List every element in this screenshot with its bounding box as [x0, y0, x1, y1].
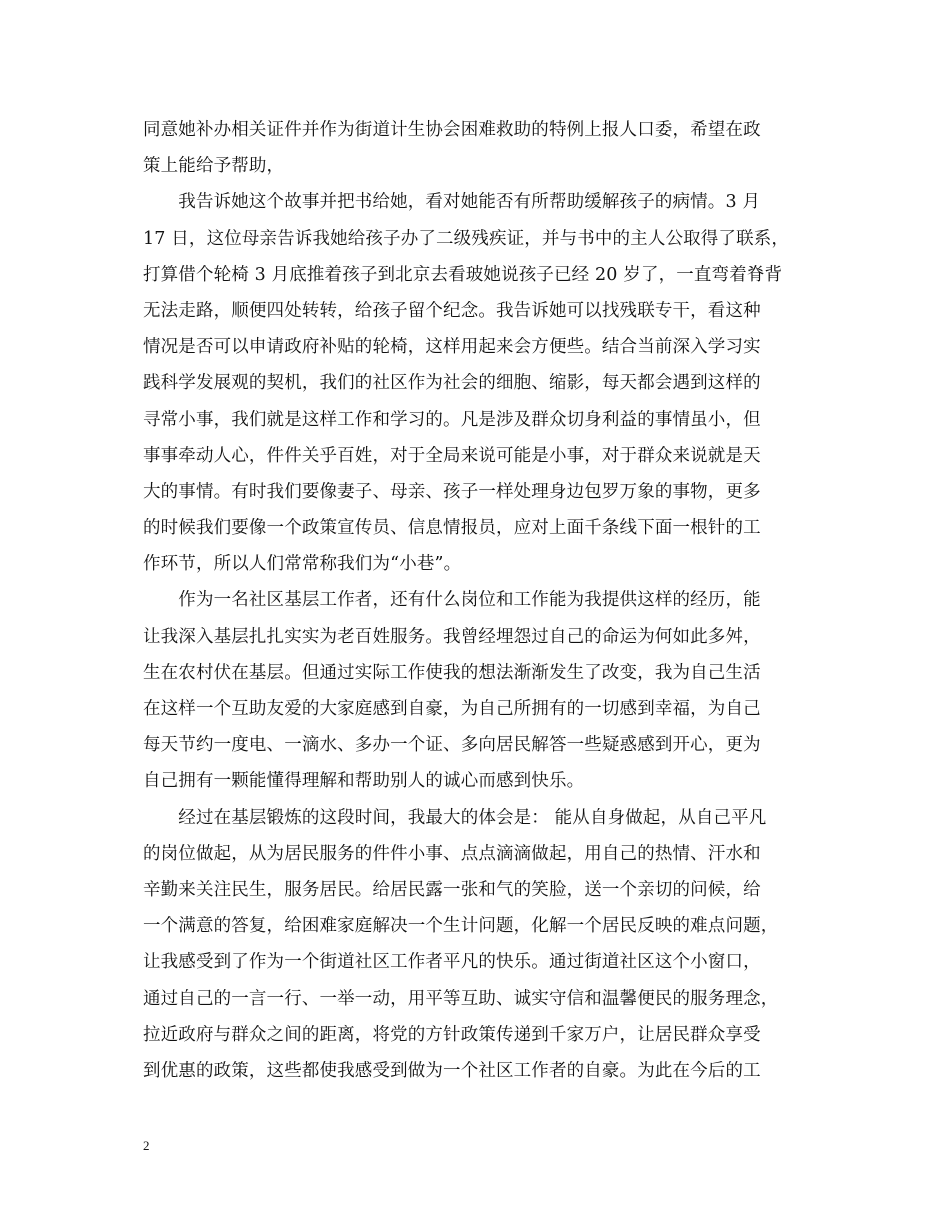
text-line: 的岗位做起，从为居民服务的件件小事、点点滴滴做起，用自己的热情、汗水和 — [143, 843, 761, 864]
text-line: 践科学发展观的契机，我们的社区作为社会的细胞、缩影，每天都会遇到这样的 — [143, 373, 761, 394]
text-line: 打算借个轮椅 3 月底推着孩子到北京去看玻她说孩子已经 20 岁了，一直弯着脊背 — [143, 264, 783, 285]
page-number: 2 — [143, 1138, 150, 1153]
text-line: 让我感受到了作为一个街道社区工作者平凡的快乐。通过街道社区这个小窗口， — [143, 952, 761, 973]
text-line: 无法走路，顺便四处转转，给孩子留个纪念。我告诉她可以找残联专干，看这种 — [143, 300, 761, 321]
text-line: 一个满意的答复，给困难家庭解决一个生计问题，化解一个居民反映的难点问题， — [143, 916, 779, 937]
text-line: 作环节，所以人们常常称我们为“小巷”。 — [143, 554, 462, 575]
document-body — [143, 112, 807, 1089]
text-line: 作为一名社区基层工作者，还有什么岗位和工作能为我提供这样的经历，能 — [143, 590, 761, 611]
text-line: 生在农村伏在基层。但通过实际工作使我的想法渐渐发生了改变，我为自己生活 — [143, 662, 761, 683]
text-line: 同意她补办相关证件并作为街道计生协会困难救助的特例上报人口委，希望在政 — [143, 120, 761, 140]
text-line: 的时候我们要像一个政策宣传员、信息情报员，应对上面千条线下面一根针的工 — [143, 518, 761, 539]
text-line: 每天节约一度电、一滴水、多办一个证、多向居民解答一些疑惑感到开心，更为 — [143, 735, 761, 756]
text-line: 17 日，这位母亲告诉我她给孩子办了二级残疾证，并与书中的主人公取得了联系， — [143, 228, 790, 249]
text-line: 事事牵动人心，件件关乎百姓，对于全局来说可能是小事，对于群众来说就是天 — [143, 445, 761, 466]
text-line: 拉近政府与群众之间的距离，将党的方针政策传递到千家万户，让居民群众享受 — [143, 1024, 761, 1045]
text-line: 自己拥有一颗能懂得理解和帮助别人的诚心而感到快乐。 — [143, 771, 585, 792]
text-line: 到优惠的政策，这些都使我感受到做为一个社区工作者的自豪。为此在今后的工 — [143, 1060, 761, 1081]
text-line: 情况是否可以申请政府补贴的轮椅，这样用起来会方便些。结合当前深入学习实 — [143, 337, 761, 358]
text-line: 大的事情。有时我们要像妻子、母亲、孩子一样处理身边包罗万象的事物，更多 — [143, 481, 761, 502]
text-line: 在这样一个互助友爱的大家庭感到自豪，为自己所拥有的一切感到幸福，为自己 — [143, 699, 761, 719]
text-line: 辛勤来关注民生，服务居民。给居民露一张和气的笑脸，送一个亲切的问候，给 — [143, 879, 761, 900]
text-line: 策上能给予帮助， — [143, 156, 285, 177]
text-line: 让我深入基层扎扎实实为老百姓服务。我曾经埋怨过自己的命运为何如此多舛， — [143, 626, 761, 647]
text-line: 我告诉她这个故事并把书给她，看对她能否有所帮助缓解孩子的病情。3 月 — [143, 192, 761, 213]
text-line: 经过在基层锻炼的这段时间，我最大的体会是： 能从自身做起，从自己平凡 — [143, 807, 767, 828]
text-line: 寻常小事，我们就是这样工作和学习的。凡是涉及群众切身利益的事情虽小，但 — [143, 409, 761, 430]
text-line: 通过自己的一言一行、一举一动，用平等互助、诚实守信和温馨便民的服务理念， — [143, 988, 779, 1009]
